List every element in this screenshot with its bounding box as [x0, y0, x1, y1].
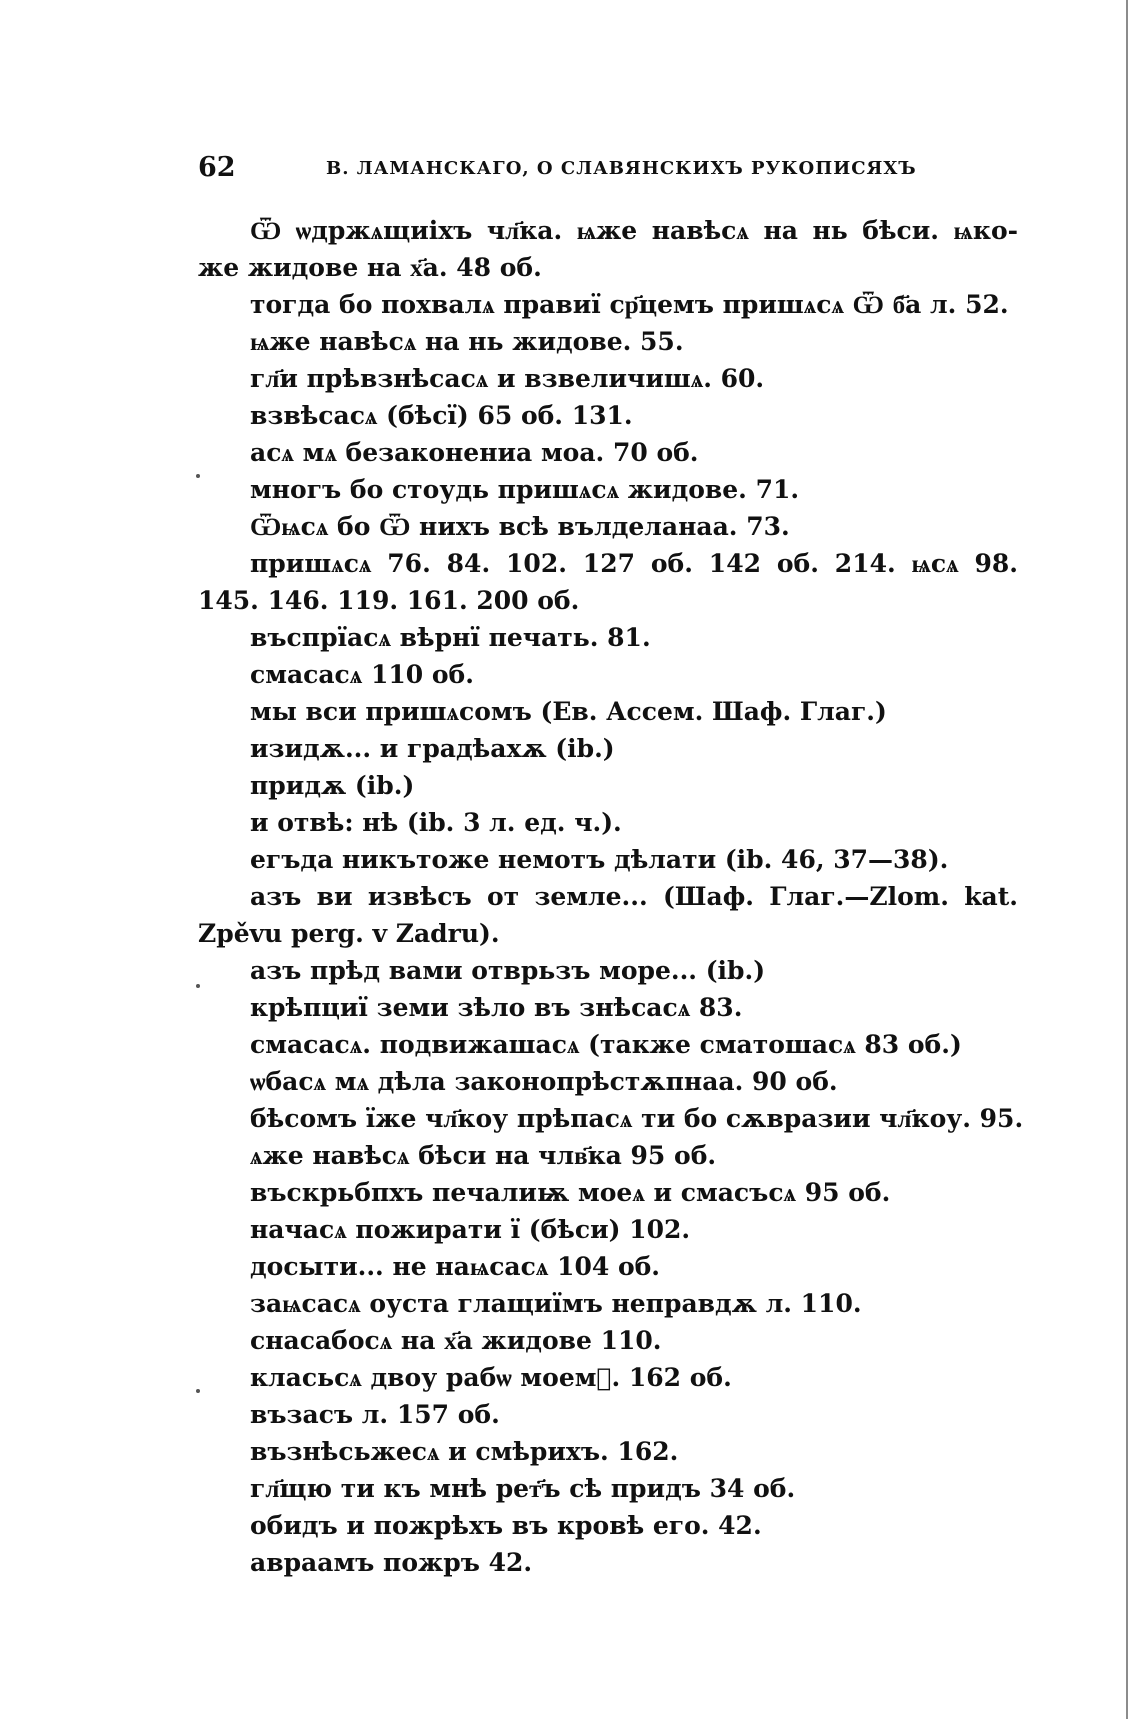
- text-line: мы вси пришѧсомъ (Ев. Ассем. Шаф. Глаг.): [250, 697, 887, 726]
- page-header: [198, 152, 1018, 188]
- text-line: придѫ (ib.): [250, 771, 415, 800]
- text-line: многъ бо стоудь пришѧсѧ жидове. 71.: [250, 475, 800, 504]
- margin-dot: [196, 1389, 200, 1393]
- text-line: тогда бо похвалѧ правиї ср҃цемъ пришѧсѧ Ѿ б҃а л. 52.: [250, 290, 1009, 319]
- text-line: възасъ л. 157 об.: [250, 1400, 500, 1429]
- text-line: обидъ и пожрѣхъ въ кровѣ его. 42.: [250, 1511, 762, 1540]
- text-line: Ѿѩсѧ бо Ѿ нихъ всѣ вълделанаа. 73.: [250, 512, 790, 541]
- text-line: бѣсомъ їже чл҃коу прѣпасѧ ти бо сѫвразии чл҃коу. 95.: [250, 1104, 1024, 1133]
- text-line: ѧже навѣсѧ бѣси на члв҃ка 95 об.: [250, 1141, 717, 1170]
- margin-dot: [196, 474, 200, 478]
- text-line: начасѧ пожирати ї (бѣси) 102.: [250, 1215, 691, 1244]
- text-line: пришѧсѧ 76. 84. 102. 127 об. 142 об. 214. ѩсѧ 98.: [250, 549, 1018, 578]
- text-line: егъда никътоже немотъ дѣлати (ib. 46, 37—38).: [250, 845, 949, 874]
- text-line: изидѫ... и градѣахѫ (ib.): [250, 734, 615, 763]
- text-line: гл҃и прѣвзнѣсасѧ и взвеличишѧ. 60.: [250, 364, 765, 393]
- text-line: и отвѣ: нѣ (ib. 3 л. ед. ч.).: [250, 808, 622, 837]
- text-line: ѡбасѧ мѧ дѣла законопрѣстѫпнаа. 90 об.: [250, 1067, 838, 1096]
- text-line: Zpěvu perg. v Zadru).: [198, 919, 500, 948]
- text-line: ѩже навѣсѧ на нь жидове. 55.: [250, 327, 684, 356]
- text-line: 145. 146. 119. 161. 200 об.: [198, 586, 580, 615]
- text-line: снасабосѧ на х҃а жидове 110.: [250, 1326, 662, 1355]
- running-head: В. ЛАМАНСКАГО, О СЛАВЯНСКИХЪ РУКОПИСЯХЪ: [326, 158, 917, 179]
- text-line: авраамъ пожръ 42.: [250, 1548, 533, 1577]
- page-number: 62: [198, 152, 236, 183]
- text-line: класьсѧ двоу рабѡ моемⷷ. 162 об.: [250, 1363, 732, 1392]
- page-edge-rule: [1126, 0, 1128, 1719]
- text-line: смасасѧ 110 об.: [250, 660, 474, 689]
- text-line: азъ прѣд вами отврьзъ море... (ib.): [250, 956, 766, 985]
- text-line: же жидове на х҃а. 48 об.: [198, 253, 542, 282]
- text-line: въскрьбпхъ печалиѭ моеѧ и смасъсѧ 95 об.: [250, 1178, 891, 1207]
- text-line: смасасѧ. подвижашасѧ (также сматошасѧ 83 об.): [250, 1030, 962, 1059]
- text-line: азъ ви извѣсъ от земле... (Шаф. Глаг.—Zlom. kat.: [250, 882, 1018, 911]
- text-line: Ѿ ѡдржѧщиіхъ чл҃ка. ѩже навѣсѧ на нь бѣси. ѩко-: [250, 216, 1018, 245]
- margin-dot: [196, 984, 200, 988]
- text-line: възнѣсьжесѧ и смѣрихъ. 162.: [250, 1437, 679, 1466]
- text-line: взвѣсасѧ (бѣсї) 65 об. 131.: [250, 401, 633, 430]
- text-line: досыти... не наѩсасѧ 104 об.: [250, 1252, 660, 1281]
- text-line: заѩсасѧ оуста глащиїмъ неправдѫ л. 110.: [250, 1289, 862, 1318]
- text-body: [198, 212, 1024, 1581]
- text-line: гл҃щю ти къ мнѣ рет҃ъ сѣ придъ 34 об.: [250, 1474, 796, 1503]
- text-line: асѧ мѧ безаконениа моа. 70 об.: [250, 438, 699, 467]
- text-line: крѣпциї земи зѣло въ знѣсасѧ 83.: [250, 993, 743, 1022]
- text-line: въспрїасѧ вѣрнї печать. 81.: [250, 623, 651, 652]
